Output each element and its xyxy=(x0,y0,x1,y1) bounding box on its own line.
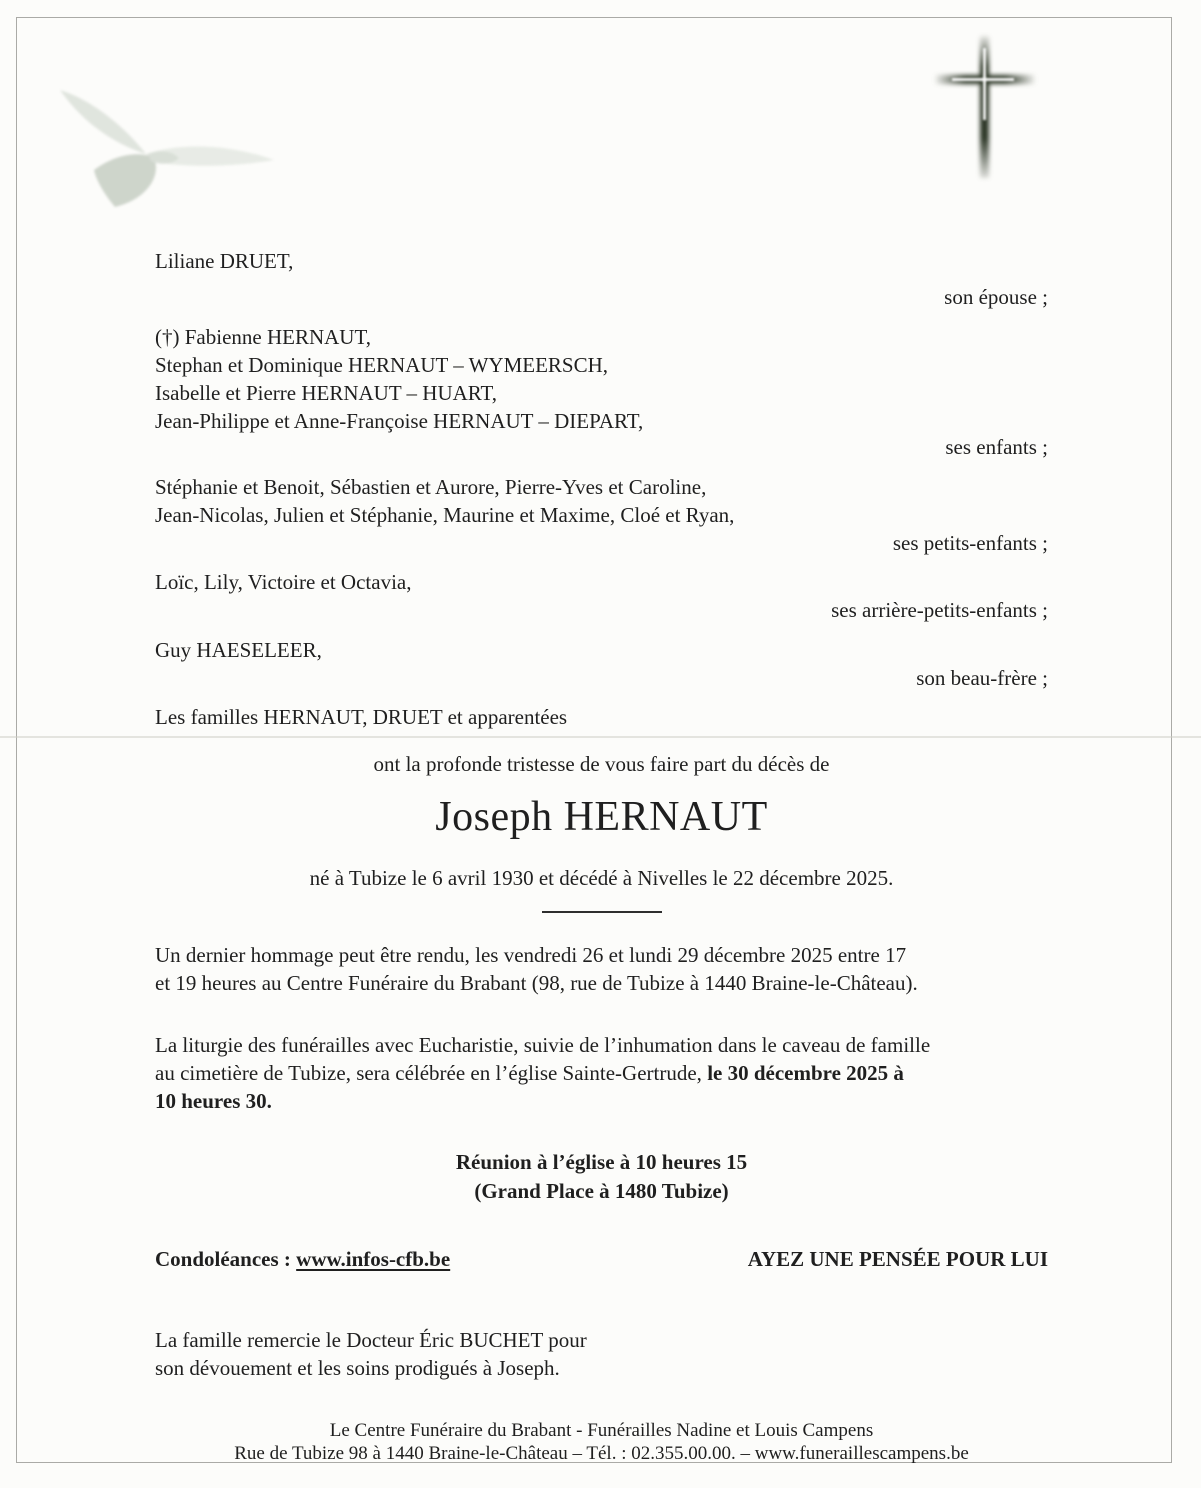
great-grandchildren-names: Loïc, Lily, Victoire et Octavia, xyxy=(155,570,412,594)
card-content xyxy=(155,0,1048,1488)
brother-in-law-name: Guy HAESELEER, xyxy=(155,638,322,662)
funeral-time-bold: 10 heures 30. xyxy=(155,1089,272,1113)
meeting-line-2: (Grand Place à 1480 Tubize) xyxy=(474,1179,729,1203)
tribute-text: AYEZ UNE PENSÉE POUR LUI xyxy=(747,1247,1048,1271)
meeting-line-1: Réunion à l’église à 10 heures 15 xyxy=(455,1150,748,1174)
relation-brother-in-law: son beau-frère ; xyxy=(916,666,1048,690)
relation-children: ses enfants ; xyxy=(945,435,1048,459)
relation-spouse: son épouse ; xyxy=(944,285,1048,309)
children-names xyxy=(155,323,1048,435)
funeral-line xyxy=(155,1059,1048,1087)
viewing-line: et 19 heures au Centre Funéraire du Brabant (98, rue de Tubize à 1440 Braine-le-Château). xyxy=(155,971,918,995)
child-name: Jean-Philippe et Anne-Françoise HERNAUT – DIEPART, xyxy=(155,409,644,433)
funeral-line: La liturgie des funérailles avec Eucharistie, suivie de l’inhumation dans le caveau de famille xyxy=(155,1033,931,1057)
deceased-name: Joseph HERNAUT xyxy=(435,794,768,840)
funeral-paragraph xyxy=(155,1031,1048,1115)
funeral-date-bold: le 30 décembre 2025 à xyxy=(707,1061,904,1085)
condolences-label: Condoléances : xyxy=(155,1247,297,1271)
divider-rule xyxy=(542,911,662,913)
spouse-name: Liliane DRUET, xyxy=(155,249,294,273)
grandchild-name: Stéphanie et Benoit, Sébastien et Aurore, Pierre-Yves et Caroline, xyxy=(155,475,707,499)
viewing-paragraph xyxy=(155,941,1048,997)
announcement-intro: ont la profonde tristesse de vous faire part du décès de xyxy=(373,752,830,776)
life-dates: né à Tubize le 6 avril 1930 et décédé à Nivelles le 22 décembre 2025. xyxy=(309,866,894,890)
related-families: Les familles HERNAUT, DRUET et apparentées xyxy=(155,705,568,729)
thanks-line: son dévouement et les soins prodigués à Joseph. xyxy=(155,1356,560,1380)
funeral-home-name: Le Centre Funéraire du Brabant - Funérailles Nadine et Louis Campens xyxy=(329,1420,874,1441)
funeral-line-regular: au cimetière de Tubize, sera célébrée en l’église Sainte-Gertrude, xyxy=(155,1061,708,1085)
funeral-home-address: Rue de Tubize 98 à 1440 Braine-le-Château – Tél. : 02.355.00.00. – www.funeraillescampens.be xyxy=(234,1443,969,1464)
child-name: (†) Fabienne HERNAUT, xyxy=(155,325,371,349)
thanks-line: La famille remercie le Docteur Éric BUCHET pour xyxy=(155,1328,587,1352)
grandchild-name: Jean-Nicolas, Julien et Stéphanie, Maurine et Maxime, Cloé et Ryan, xyxy=(155,503,735,527)
relation-grandchildren: ses petits-enfants ; xyxy=(892,531,1048,555)
condolences-row xyxy=(155,1245,1048,1273)
child-name: Stephan et Dominique HERNAUT – WYMEERSCH, xyxy=(155,353,609,377)
condolences-text xyxy=(155,1245,450,1273)
relation-great-grandchildren: ses arrière-petits-enfants ; xyxy=(831,598,1048,622)
condolences-website-link[interactable]: www.infos-cfb.be xyxy=(296,1247,451,1271)
thanks-paragraph xyxy=(155,1326,1048,1382)
grandchildren-names xyxy=(155,473,1048,529)
child-name: Isabelle et Pierre HERNAUT – HUART, xyxy=(155,381,498,405)
viewing-line: Un dernier hommage peut être rendu, les vendredi 26 et lundi 29 décembre 2025 entre 17 xyxy=(155,943,907,967)
